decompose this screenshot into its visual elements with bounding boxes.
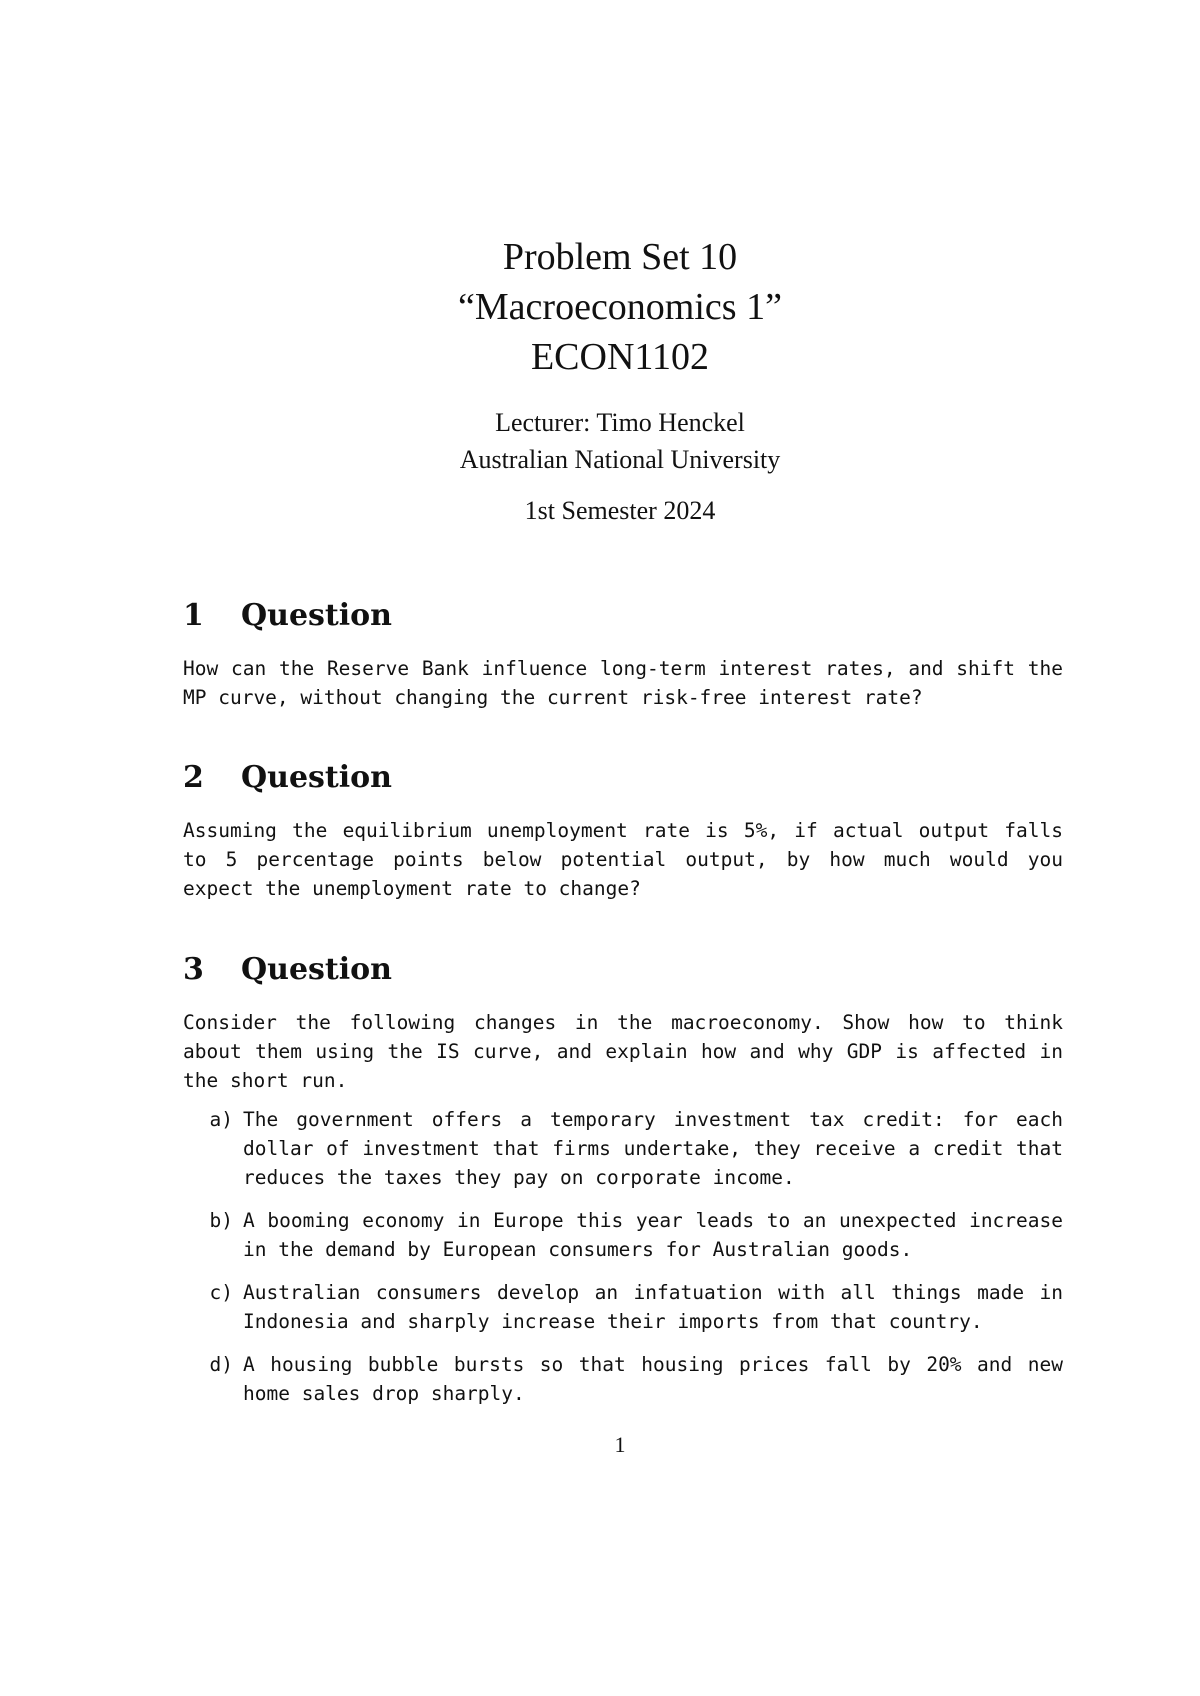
semester-line: 1st Semester 2024 <box>524 496 716 525</box>
item-text: Australian consumers develop an infatuation with all things made in Indonesia and sharply increase their imports from that country. <box>243 1281 1063 1333</box>
question-text: How can the Reserve Bank influence long-term interest rates, and shift the MP curve, without changing the current risk-free interest rate? <box>183 657 1063 709</box>
course-name: “Macroeconomics 1” <box>458 286 782 328</box>
document-title: Problem Set 10 <box>502 236 738 278</box>
title-block <box>0 232 1200 529</box>
section-question-3 <box>183 950 1063 1422</box>
list-item <box>183 1105 1063 1192</box>
section-heading <box>183 950 1063 990</box>
section-heading <box>183 758 1063 798</box>
section-question-2 <box>183 758 1063 903</box>
list-item <box>183 1206 1063 1264</box>
section-title: Question <box>241 598 392 633</box>
page-number: 1 <box>614 1432 626 1457</box>
item-label: b) <box>209 1209 233 1232</box>
section-question-1 <box>183 596 1063 712</box>
question-text: Assuming the equilibrium unemployment rate is 5%, if actual output falls to 5 percentage points below potential output, by how much would you expect the unemployment rate to change? <box>183 819 1063 900</box>
question-text: Consider the following changes in the macroeconomy. Show how to think about them using the IS curve, and explain how and why GDP is affected in the short run. <box>183 1011 1063 1092</box>
item-label: c) <box>209 1281 233 1304</box>
section-number: 3 <box>183 952 204 987</box>
list-item <box>183 1278 1063 1336</box>
section-title: Question <box>241 760 392 795</box>
item-text: The government offers a temporary investment tax credit: for each dollar of investment that firms undertake, they receive a credit that reduces the taxes they pay on corporate income. <box>243 1108 1063 1189</box>
course-code: ECON1102 <box>530 336 710 378</box>
section-number: 2 <box>183 760 204 795</box>
sub-question-list <box>183 1105 1063 1408</box>
section-number: 1 <box>183 598 204 633</box>
item-label: d) <box>209 1353 233 1376</box>
lecturer-line: Lecturer: Timo Henckel <box>495 408 745 437</box>
item-label: a) <box>209 1108 233 1131</box>
item-text: A booming economy in Europe this year leads to an unexpected increase in the demand by European consumers for Australian goods. <box>243 1209 1063 1261</box>
list-item <box>183 1350 1063 1408</box>
university-line: Australian National University <box>459 445 781 474</box>
section-title: Question <box>241 952 392 987</box>
section-heading <box>183 596 1063 636</box>
item-text: A housing bubble bursts so that housing prices fall by 20% and new home sales drop sharply. <box>243 1353 1063 1405</box>
